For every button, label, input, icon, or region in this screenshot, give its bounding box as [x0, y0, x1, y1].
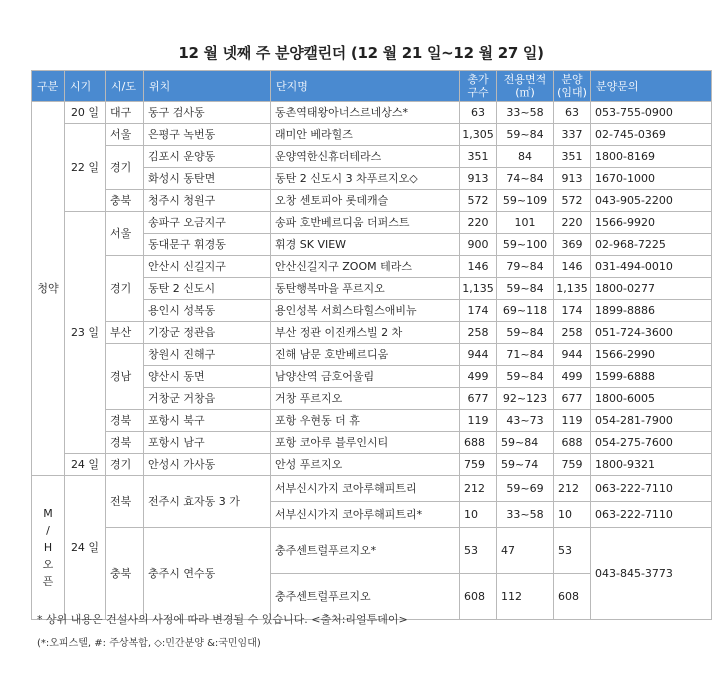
area-cell: 79~84 — [497, 256, 554, 278]
date-cell: 20 일 — [65, 102, 106, 124]
sale-cell: 212 — [554, 476, 591, 502]
area-cell: 59~84 — [497, 322, 554, 344]
contact-cell: 063-222-7110 — [591, 476, 712, 502]
sale-cell: 944 — [554, 344, 591, 366]
region-cell: 경북 — [106, 410, 144, 432]
area-cell: 112 — [497, 574, 554, 620]
complex-cell: 부산 정관 이진캐스빌 2 차 — [271, 322, 460, 344]
category-mh-open: M / H 오 픈 — [32, 476, 65, 620]
contact-cell: 053-755-0900 — [591, 102, 712, 124]
units-cell: 944 — [460, 344, 497, 366]
location-cell: 화성시 동탄면 — [144, 168, 271, 190]
complex-cell: 포항 우현동 더 휴 — [271, 410, 460, 432]
region-cell: 전북 — [106, 476, 144, 528]
date-cell: 23 일 — [65, 212, 106, 454]
location-cell: 동구 검사동 — [144, 102, 271, 124]
area-cell: 47 — [497, 528, 554, 574]
units-cell: 608 — [460, 574, 497, 620]
units-cell: 900 — [460, 234, 497, 256]
sale-cell: 10 — [554, 502, 591, 528]
units-cell: 146 — [460, 256, 497, 278]
contact-cell: 1800-6005 — [591, 388, 712, 410]
complex-cell: 남양산역 금호어울림 — [271, 366, 460, 388]
area-cell: 59~100 — [497, 234, 554, 256]
sales-calendar-table — [31, 70, 712, 620]
header-type: 구분 — [32, 71, 65, 102]
complex-cell: 오창 센토피아 롯데캐슬 — [271, 190, 460, 212]
units-cell: 677 — [460, 388, 497, 410]
sale-cell: 499 — [554, 366, 591, 388]
location-cell: 거창군 거창읍 — [144, 388, 271, 410]
table-row — [32, 102, 712, 124]
units-cell: 10 — [460, 502, 497, 528]
area-cell: 74~84 — [497, 168, 554, 190]
header-period: 시기 — [65, 71, 106, 102]
contact-cell: 1800-0277 — [591, 278, 712, 300]
location-cell: 기장군 정관읍 — [144, 322, 271, 344]
units-cell: 1,135 — [460, 278, 497, 300]
contact-cell: 1599-6888 — [591, 366, 712, 388]
region-cell: 충북 — [106, 528, 144, 620]
location-cell: 김포시 운양동 — [144, 146, 271, 168]
units-cell: 220 — [460, 212, 497, 234]
sale-cell: 258 — [554, 322, 591, 344]
contact-cell: 051-724-3600 — [591, 322, 712, 344]
units-cell: 1,305 — [460, 124, 497, 146]
region-cell: 경기 — [106, 454, 144, 476]
area-cell: 92~123 — [497, 388, 554, 410]
units-cell: 572 — [460, 190, 497, 212]
sale-cell: 119 — [554, 410, 591, 432]
sale-cell: 759 — [554, 454, 591, 476]
area-cell: 59~69 — [497, 476, 554, 502]
sale-cell: 351 — [554, 146, 591, 168]
complex-cell: 동촌역태왕아너스르네상스* — [271, 102, 460, 124]
units-cell: 499 — [460, 366, 497, 388]
date-cell: 22 일 — [65, 124, 106, 212]
sale-cell: 63 — [554, 102, 591, 124]
units-cell: 119 — [460, 410, 497, 432]
table-row — [32, 528, 712, 574]
contact-cell: 054-275-7600 — [591, 432, 712, 454]
contact-cell: 02-745-0369 — [591, 124, 712, 146]
area-cell: 59~74 — [497, 454, 554, 476]
table-row — [32, 124, 712, 146]
header-sale: 분양 (임대) — [554, 71, 591, 102]
table-row — [32, 476, 712, 502]
units-cell: 759 — [460, 454, 497, 476]
category-subscription: 청약 — [32, 102, 65, 476]
region-cell: 부산 — [106, 322, 144, 344]
header-complex: 단지명 — [271, 71, 460, 102]
location-cell: 송파구 오금지구 — [144, 212, 271, 234]
region-cell: 충북 — [106, 190, 144, 212]
contact-cell: 043-905-2200 — [591, 190, 712, 212]
sale-cell: 677 — [554, 388, 591, 410]
table-row — [32, 432, 712, 454]
contact-cell: 1800-9321 — [591, 454, 712, 476]
table-header — [32, 71, 712, 102]
complex-cell: 동탄행복마을 푸르지오 — [271, 278, 460, 300]
contact-cell: 1800-8169 — [591, 146, 712, 168]
date-cell: 24 일 — [65, 454, 106, 476]
units-cell: 174 — [460, 300, 497, 322]
complex-cell: 운양역한신휴더테라스 — [271, 146, 460, 168]
location-cell: 창원시 진해구 — [144, 344, 271, 366]
complex-cell: 동탄 2 신도시 3 차푸르지오◇ — [271, 168, 460, 190]
area-cell: 84 — [497, 146, 554, 168]
units-cell: 688 — [460, 432, 497, 454]
header-area: 전용면적 (㎡) — [497, 71, 554, 102]
sale-cell: 146 — [554, 256, 591, 278]
contact-cell: 063-222-7110 — [591, 502, 712, 528]
contact-cell: 1899-8886 — [591, 300, 712, 322]
sale-cell: 688 — [554, 432, 591, 454]
contact-cell: 1566-2990 — [591, 344, 712, 366]
complex-cell: 휘경 SK VIEW — [271, 234, 460, 256]
contact-cell: 1670-1000 — [591, 168, 712, 190]
sale-cell: 572 — [554, 190, 591, 212]
units-cell: 53 — [460, 528, 497, 574]
table-row — [32, 454, 712, 476]
region-cell: 서울 — [106, 212, 144, 256]
table-row — [32, 256, 712, 278]
location-cell: 안산시 신길지구 — [144, 256, 271, 278]
complex-cell: 포항 코아루 블루인시티 — [271, 432, 460, 454]
area-cell: 59~84 — [497, 366, 554, 388]
contact-cell: 1566-9920 — [591, 212, 712, 234]
complex-cell: 충주센트럴푸르지오 — [271, 574, 460, 620]
page-title: 12 월 넷째 주 분양캘린더 (12 월 21 일~12 월 27 일) — [178, 44, 544, 62]
sale-cell: 220 — [554, 212, 591, 234]
header-contact: 분양문의 — [591, 71, 712, 102]
complex-cell: 서부신시가지 코아루해피트리* — [271, 502, 460, 528]
location-cell: 은평구 녹번동 — [144, 124, 271, 146]
sale-cell: 369 — [554, 234, 591, 256]
complex-cell: 송파 호반베르디움 더퍼스트 — [271, 212, 460, 234]
table-row — [32, 322, 712, 344]
location-cell: 충주시 연수동 — [144, 528, 271, 620]
complex-cell: 래미안 베라힐즈 — [271, 124, 460, 146]
contact-cell: 043-845-3773 — [591, 528, 712, 620]
table-row — [32, 190, 712, 212]
table-row — [32, 146, 712, 168]
location-cell: 포항시 남구 — [144, 432, 271, 454]
area-cell: 69~118 — [497, 300, 554, 322]
area-cell: 59~84 — [497, 124, 554, 146]
units-cell: 351 — [460, 146, 497, 168]
location-cell: 안성시 가사동 — [144, 454, 271, 476]
location-cell: 용인시 성복동 — [144, 300, 271, 322]
header-units: 총가 구수 — [460, 71, 497, 102]
region-cell: 경북 — [106, 432, 144, 454]
region-cell: 서울 — [106, 124, 144, 146]
sale-cell: 174 — [554, 300, 591, 322]
complex-cell: 안산신길지구 ZOOM 테라스 — [271, 256, 460, 278]
area-cell: 101 — [497, 212, 554, 234]
location-cell: 포항시 북구 — [144, 410, 271, 432]
table-row — [32, 344, 712, 366]
sale-cell: 53 — [554, 528, 591, 574]
area-cell: 59~84 — [497, 432, 554, 454]
region-cell: 경남 — [106, 344, 144, 410]
sale-cell: 608 — [554, 574, 591, 620]
header-location: 위치 — [144, 71, 271, 102]
location-cell: 양산시 동면 — [144, 366, 271, 388]
area-cell: 59~109 — [497, 190, 554, 212]
sale-cell: 1,135 — [554, 278, 591, 300]
complex-cell: 안성 푸르지오 — [271, 454, 460, 476]
area-cell: 33~58 — [497, 102, 554, 124]
complex-cell: 거창 푸르지오 — [271, 388, 460, 410]
location-cell: 동대문구 휘경동 — [144, 234, 271, 256]
table-row — [32, 410, 712, 432]
region-cell: 대구 — [106, 102, 144, 124]
sale-cell: 337 — [554, 124, 591, 146]
area-cell: 43~73 — [497, 410, 554, 432]
contact-cell: 031-494-0010 — [591, 256, 712, 278]
contact-cell: 054-281-7900 — [591, 410, 712, 432]
region-cell: 경기 — [106, 146, 144, 190]
sale-cell: 913 — [554, 168, 591, 190]
date-cell: 24 일 — [65, 476, 106, 620]
table-row — [32, 212, 712, 234]
area-cell: 33~58 — [497, 502, 554, 528]
complex-cell: 서부신시가지 코아루해피트리 — [271, 476, 460, 502]
complex-cell: 충주센트럴푸르지오* — [271, 528, 460, 574]
complex-cell: 진해 남문 호반베르디움 — [271, 344, 460, 366]
units-cell: 212 — [460, 476, 497, 502]
location-cell: 청주시 청원구 — [144, 190, 271, 212]
footnote-source: * 상위 내용은 건설사의 사정에 따라 변경될 수 있습니다. <출처:리얼투데이> — [37, 613, 408, 626]
units-cell: 913 — [460, 168, 497, 190]
footnote-legend: (*:오피스텔, #: 주상복합, ◇:민간분양 &:국민임대) — [37, 638, 261, 649]
header-region: 시/도 — [106, 71, 144, 102]
units-cell: 63 — [460, 102, 497, 124]
location-cell: 전주시 효자동 3 가 — [144, 476, 271, 528]
area-cell: 59~84 — [497, 278, 554, 300]
contact-cell: 02-968-7225 — [591, 234, 712, 256]
complex-cell: 용인성복 서희스타힐스애비뉴 — [271, 300, 460, 322]
location-cell: 동탄 2 신도시 — [144, 278, 271, 300]
units-cell: 258 — [460, 322, 497, 344]
area-cell: 71~84 — [497, 344, 554, 366]
region-cell: 경기 — [106, 256, 144, 322]
